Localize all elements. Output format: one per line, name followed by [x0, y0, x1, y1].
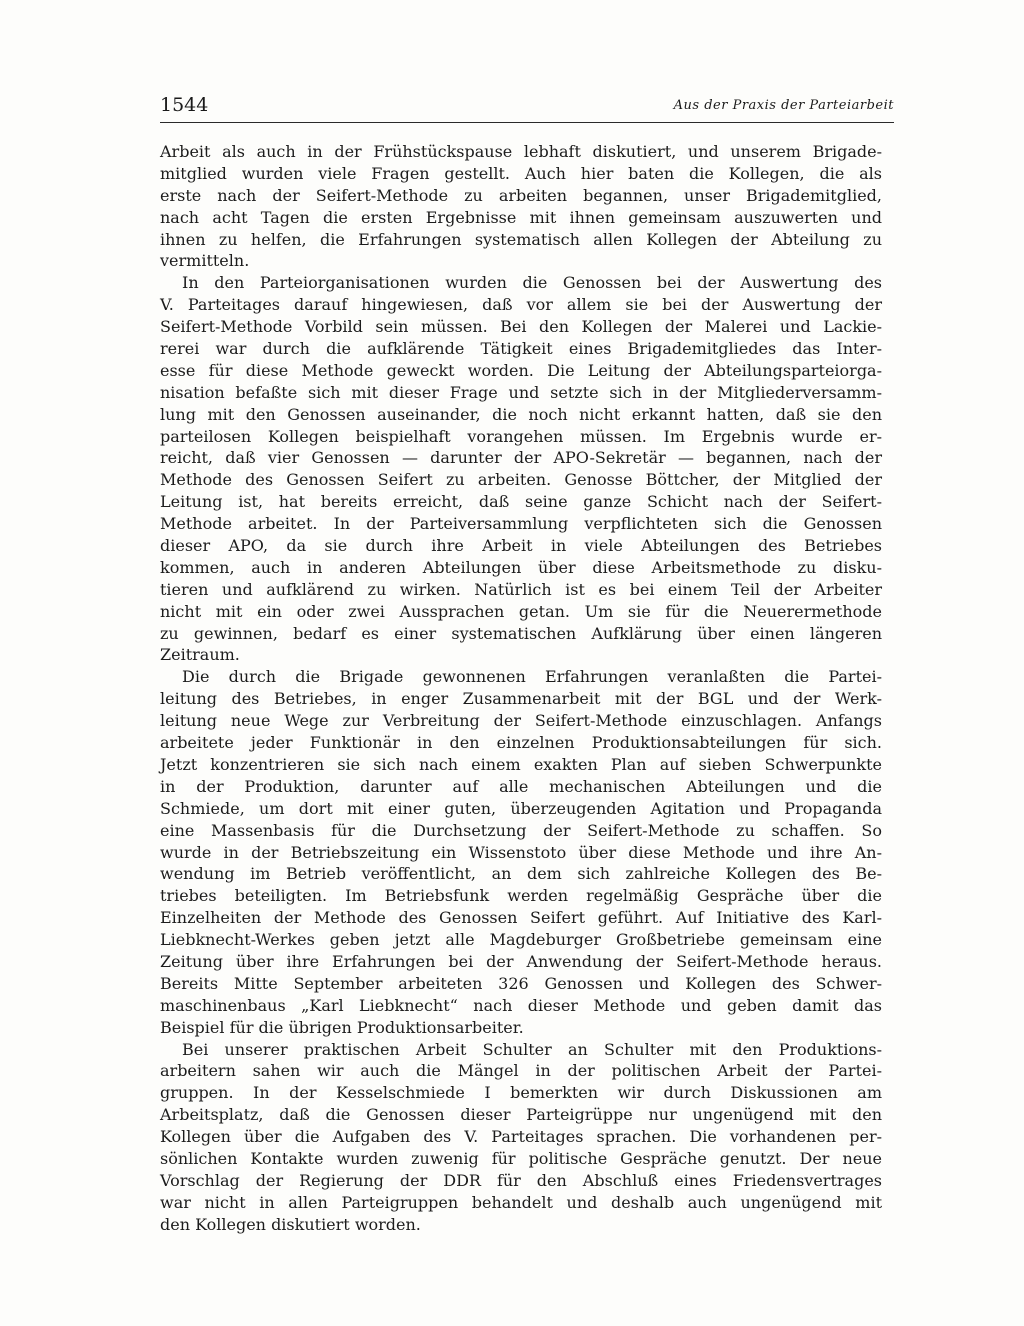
text-line: in der Produktion, darunter auf alle mechanischen Abteilungen und die	[160, 776, 882, 796]
text-line: wendung im Betrieb veröffentlicht, an dem sich zahlreiche Kollegen des Be-	[160, 864, 882, 884]
text-line: war nicht in allen Parteigruppen behandelt und deshalb auch ungenügend mit	[160, 1192, 882, 1212]
text-line: gruppen. In der Kesselschmiede I bemerkten wir durch Diskussionen am	[160, 1083, 882, 1103]
text-line: erste nach der Seifert-Methode zu arbeiten begannen, unser Brigademitglied,	[160, 185, 882, 205]
text-line: mitglied wurden viele Fragen gestellt. Auch hier baten die Kollegen, die als	[160, 163, 882, 183]
text-line: rerei war durch die aufklärende Tätigkeit eines Brigademitgliedes das Inter-	[160, 339, 882, 359]
text-line: Bereits Mitte September arbeiteten 326 Genossen und Kollegen des Schwer-	[160, 973, 882, 993]
text-line: Jetzt konzentrieren sie sich nach einem exakten Plan auf sieben Schwerpunkte	[160, 754, 882, 774]
text-line: nisation befaßte sich mit dieser Frage und setzte sich in der Mitgliederversamm-	[160, 382, 882, 402]
text-line: Arbeit als auch in der Frühstückspause lebhaft diskutiert, und unserem Brigade-	[160, 142, 882, 161]
text-line: leitung neue Wege zur Verbreitung der Seifert-Methode einzuschlagen. Anfangs	[160, 711, 882, 731]
text-line: Seifert-Methode Vorbild sein müssen. Bei den Kollegen der Malerei und Lackie-	[160, 317, 882, 337]
running-title: Aus der Praxis der Parteiarbeit	[673, 98, 894, 113]
text-line: kommen, auch in anderen Abteilungen über diese Arbeitsmethode zu disku-	[160, 557, 882, 577]
text-line: lung mit den Genossen auseinander, die noch nicht erkannt hatten, daß sie den	[160, 404, 882, 424]
text-line: Zeitraum.	[160, 645, 240, 665]
text-line: Einzelheiten der Methode des Genossen Seifert geführt. Auf Initiative des Karl-	[160, 908, 882, 928]
text-line: Leitung ist, hat bereits erreicht, daß seine ganze Schicht nach der Seifert-	[160, 492, 882, 512]
text-line: maschinenbaus „Karl Liebknecht“ nach dieser Methode und geben damit das	[160, 995, 882, 1015]
text-line: Schmiede, um dort mit einer guten, überzeugenden Agitation und Propaganda	[160, 798, 882, 818]
text-line: Bei unserer praktischen Arbeit Schulter an Schulter mit den Produktions-	[182, 1039, 882, 1059]
text-line: nicht mit ein oder zwei Aussprachen getan. Um sie für die Neuerermethode	[160, 601, 882, 621]
text-line: Methode arbeitet. In der Parteiversammlung verpflichteten sich die Genossen	[160, 514, 882, 534]
text-line: Die durch die Brigade gewonnenen Erfahrungen veranlaßten die Partei-	[182, 667, 882, 687]
text-line: Zeitung über ihre Erfahrungen bei der Anwendung der Seifert-Methode heraus.	[160, 951, 882, 971]
text-line: vermitteln.	[160, 251, 250, 271]
body-text	[160, 141, 882, 1236]
text-line: dieser APO, da sie durch ihre Arbeit in viele Abteilungen des Betriebes	[160, 536, 882, 556]
text-line: Kollegen über die Aufgaben des V. Parteitages sprachen. Die vorhandenen per-	[160, 1127, 882, 1147]
text-line: Methode des Genossen Seifert zu arbeiten. Genosse Böttcher, der Mitglied der	[160, 470, 882, 490]
text-line: eine Massenbasis für die Durchsetzung der Seifert-Methode zu schaffen. So	[160, 820, 882, 840]
text-line: sönlichen Kontakte wurden zuwenig für politische Gespräche genutzt. Der neue	[160, 1148, 882, 1168]
text-line: tieren und aufklärend zu wirken. Natürlich ist es bei einem Teil der Arbeiter	[160, 579, 882, 599]
text-line: wurde in der Betriebszeitung ein Wissenstoto über diese Methode und ihre An-	[160, 842, 882, 862]
page-number: 1544	[160, 94, 209, 116]
text-line: zu gewinnen, bedarf es einer systematischen Aufklärung über einen längeren	[160, 623, 882, 643]
page-header	[160, 92, 894, 123]
text-line: ihnen zu helfen, die Erfahrungen systematisch allen Kollegen der Abteilung zu	[160, 229, 882, 249]
text-line: In den Parteiorganisationen wurden die Genossen bei der Auswertung des	[182, 273, 882, 293]
text-line: triebes beteiligten. Im Betriebsfunk werden regelmäßig Gespräche über die	[160, 886, 882, 906]
text-line: reicht, daß vier Genossen — darunter der APO-Sekretär — begannen, nach der	[160, 448, 882, 468]
text-line: Arbeitsplatz, daß die Genossen dieser Parteigrüppe nur ungenügend mit den	[160, 1105, 882, 1125]
text-line: leitung des Betriebes, in enger Zusammenarbeit mit der BGL und der Werk-	[160, 689, 882, 709]
text-line: Beispiel für die übrigen Produktionsarbeiter.	[160, 1017, 524, 1037]
text-line: esse für diese Methode geweckt worden. Die Leitung der Abteilungsparteiorga-	[160, 360, 882, 380]
text-line: nach acht Tagen die ersten Ergebnisse mit ihnen gemeinsam auszuwerten und	[160, 207, 882, 227]
text-line: parteilosen Kollegen beispielhaft vorangehen müssen. Im Ergebnis wurde er-	[160, 426, 882, 446]
text-line: Vorschlag der Regierung der DDR für den Abschluß eines Friedensvertrages	[160, 1170, 882, 1190]
text-line: arbeitern sahen wir auch die Mängel in der politischen Arbeit der Partei-	[160, 1061, 882, 1081]
text-line: arbeitete jeder Funktionär in den einzelnen Produktionsabteilungen für sich.	[160, 733, 882, 753]
text-line: Liebknecht-Werkes geben jetzt alle Magdeburger Großbetriebe gemeinsam eine	[160, 930, 882, 950]
text-line: V. Parteitages darauf hingewiesen, daß vor allem sie bei der Auswertung der	[160, 295, 882, 315]
text-line: den Kollegen diskutiert worden.	[160, 1214, 421, 1234]
